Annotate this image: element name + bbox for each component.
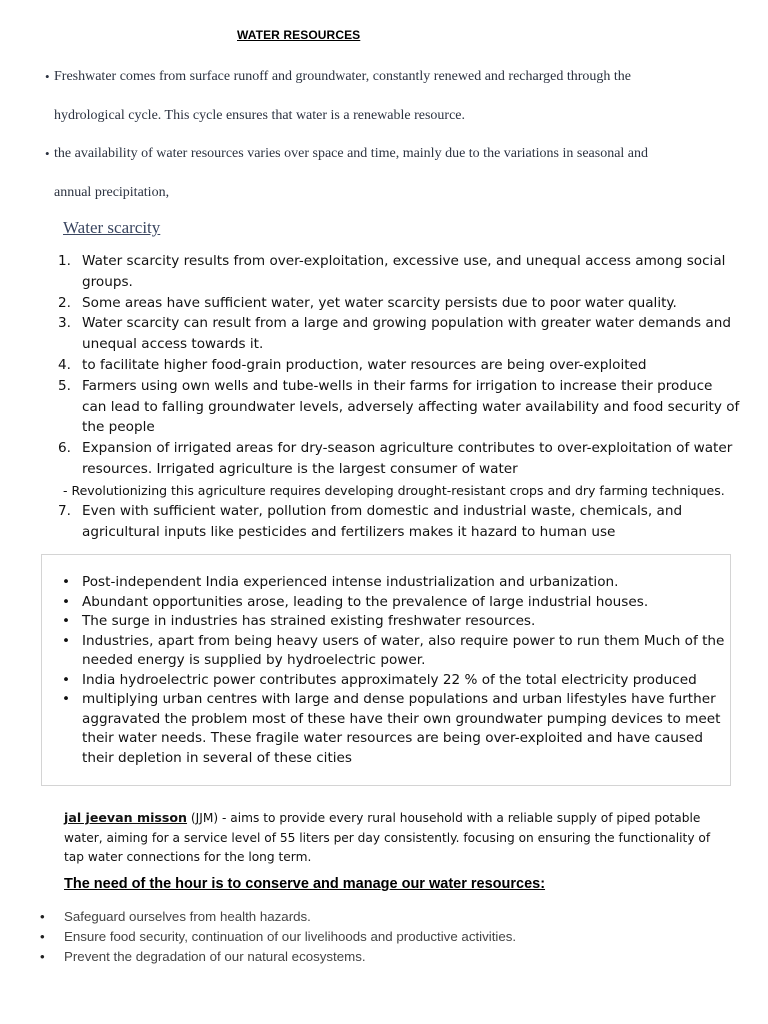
water-scarcity-heading: Water scarcity (63, 218, 161, 237)
list-item-text: Water scarcity results from over-exploitation, excessive use, and unequal access among social groups. (82, 253, 726, 290)
bullet-dot: • (62, 691, 71, 707)
list-item-text: Ensure food security, continuation of our livelihoods and productive activities. (64, 929, 517, 944)
list-item (40, 438, 740, 480)
intro-line: hydrological cycle. This cycle ensures that water is a renewable resource. (54, 108, 466, 123)
list-number: 3. (58, 315, 71, 332)
list-item (60, 632, 728, 671)
list-number: 7. (58, 502, 71, 519)
bullet-dot: • (40, 929, 45, 944)
list-item-text: Farmers using own wells and tube-wells in their farms for irrigation to increase their produce can lead to falling groundwater levels, adversely affecting water availability and food security of the people (82, 377, 740, 436)
list-item (40, 501, 740, 543)
list-item (60, 593, 728, 613)
list-item (40, 355, 740, 376)
list-item-text: multiplying urban centres with large and dense populations and urban lifestyles have further aggravated the problem most of these have their own groundwater pumping devices to meet their water needs. These fragile water resources are being over-exploited and have caused their depletion in several of these cities (82, 691, 721, 766)
industrialization-list (60, 573, 728, 768)
list-item (40, 313, 740, 355)
list-item-text: Abundant opportunities arose, leading to the prevalence of large industrial houses. (82, 593, 649, 610)
list-item-text: Even with sufficient water, pollution from domestic and industrial waste, chemicals, and agricultural inputs like pesticides and fertilizers makes it hazard to human use (82, 502, 683, 540)
list-item (40, 376, 740, 438)
intro-bullet (45, 134, 735, 212)
list-item (60, 573, 728, 593)
list-item-text: Industries, apart from being heavy users of water, also require power to run them Much of the needed energy is supplied by hydroelectric power. (82, 632, 725, 668)
list-item-text: India hydroelectric power contributes approximately 22 % of the total electricity produced (82, 671, 697, 688)
bullet-dot: • (62, 632, 71, 649)
list-item (60, 671, 728, 691)
list-item-text: Expansion of irrigated areas for dry-season agriculture contributes to over-exploitation of water resources. Irrigated agriculture is the largest consumer of water (82, 440, 733, 477)
intro-line: the availability of water resources varies over space and time, mainly due to the variations in seasonal and (54, 146, 649, 161)
list-item-text: Water scarcity can result from a large and growing population with greater water demands and unequal access towards it. (82, 315, 731, 353)
bullet-dot: • (62, 593, 71, 610)
jjm-text: (JJM) - aims to provide every rural household with a reliable supply of piped potable water, aiming for a service level of 55 liters per day consistently. focusing on ensuring the functionality of tap water connections for the long term. (64, 811, 711, 864)
list-number: 2. (58, 294, 71, 311)
list-item (60, 690, 728, 768)
water-scarcity-list (40, 251, 740, 542)
list-item (60, 612, 728, 632)
list-item-text: Safeguard ourselves from health hazards. (64, 909, 311, 924)
conserve-heading: The need of the hour is to conserve and manage our water resources: (64, 876, 546, 892)
bullet-dot: • (45, 146, 50, 161)
list-item-text: to facilitate higher food-grain production, water resources are being over-exploited (82, 356, 647, 373)
list-item-text: Prevent the degradation of our natural ecosystems. (64, 949, 366, 964)
list-number: 5. (58, 377, 71, 394)
list-item-text: Post-independent India experienced intense industrialization and urbanization. (82, 574, 619, 590)
list-number: 6. (58, 440, 71, 457)
jal-jeevan-mission-paragraph (64, 808, 724, 868)
page-title: WATER RESOURCES (237, 28, 361, 42)
bullet-dot: • (40, 949, 45, 964)
list-item (40, 947, 720, 967)
list-item (40, 251, 740, 293)
list-number: 1. (58, 253, 71, 269)
bullet-dot: • (45, 69, 50, 84)
agriculture-note: - Revolutionizing this agriculture requires developing drought-resistant crops and dry farming techniques. (63, 482, 725, 498)
list-item (40, 293, 740, 314)
intro-bullet (45, 57, 735, 135)
bullet-dot: • (40, 909, 45, 924)
list-item-text: Some areas have sufficient water, yet water scarcity persists due to poor water quality. (82, 294, 677, 311)
intro-line: annual precipitation, (54, 185, 170, 200)
list-number: 4. (58, 356, 71, 373)
conserve-list (40, 907, 720, 967)
bullet-dot: • (62, 671, 71, 688)
list-item (40, 907, 720, 927)
list-item-text: The surge in industries has strained existing freshwater resources. (82, 613, 536, 629)
bullet-dot: • (62, 574, 71, 590)
bullet-dot: • (62, 613, 71, 629)
jjm-name: jal jeevan misson (64, 810, 188, 825)
intro-line: Freshwater comes from surface runoff and groundwater, constantly renewed and recharged through the (54, 69, 631, 84)
list-item (40, 927, 720, 947)
